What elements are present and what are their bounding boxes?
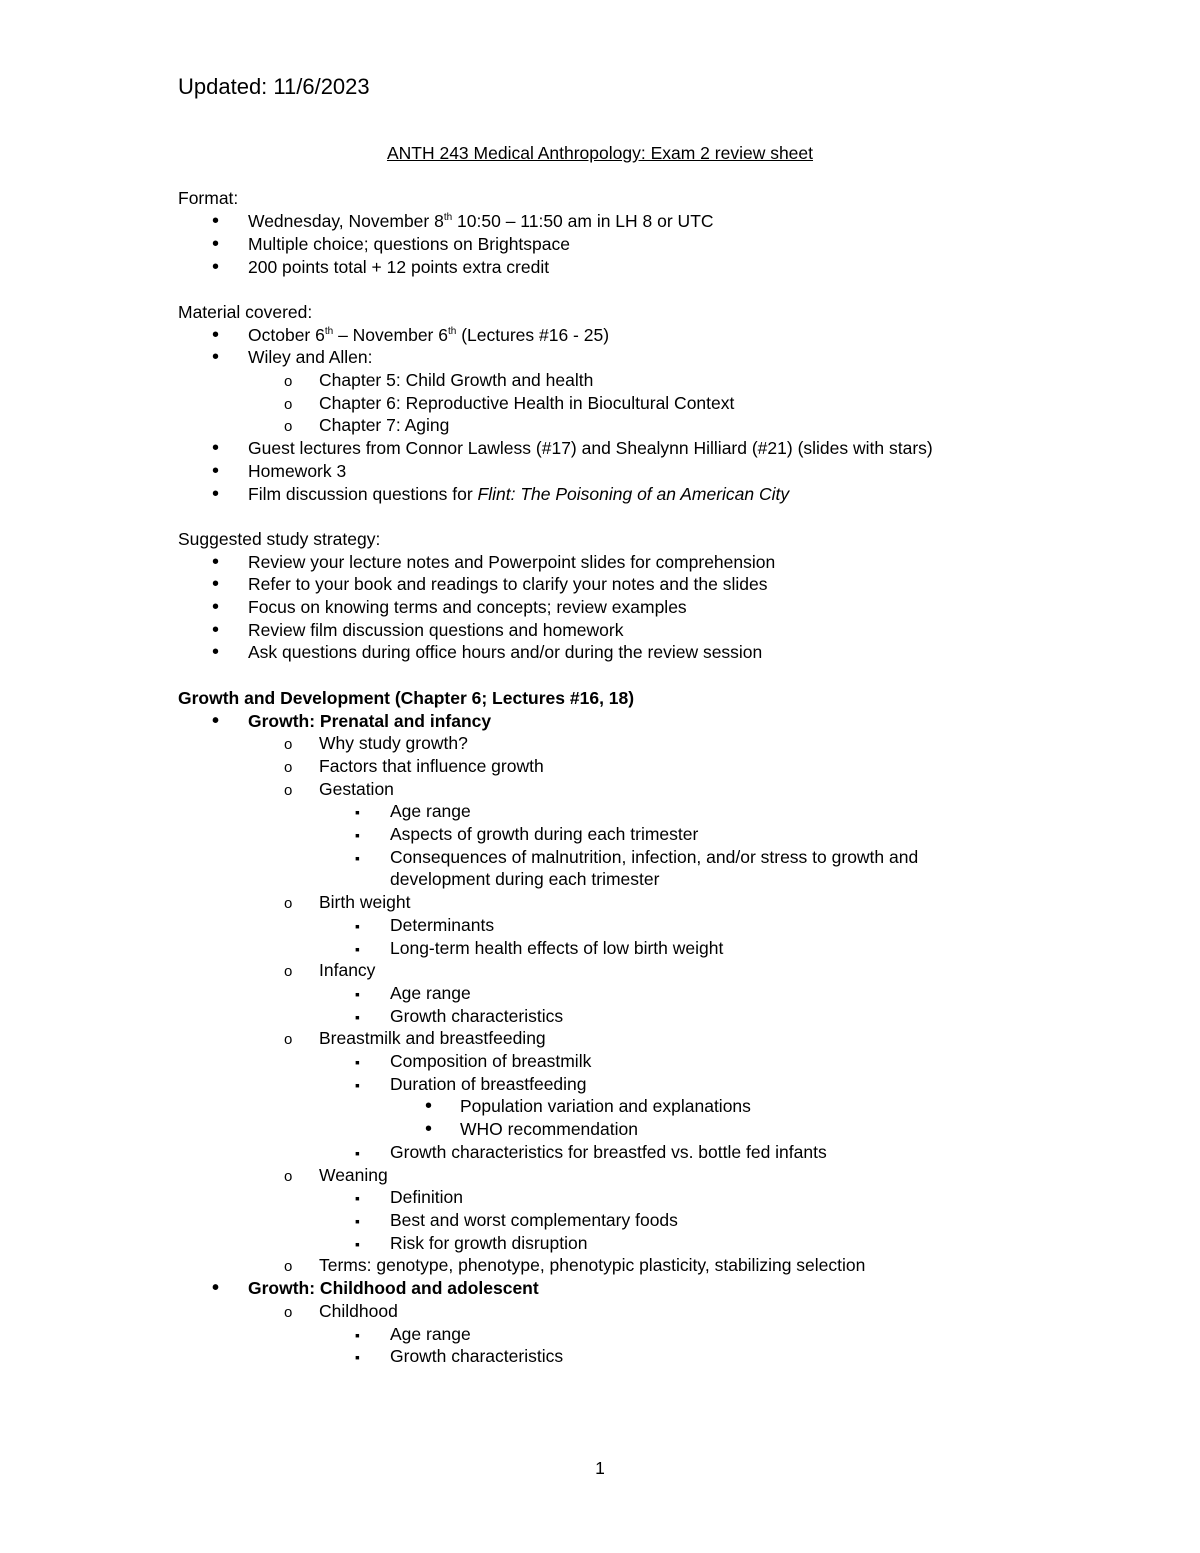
square-bullet-icon xyxy=(355,1323,360,1347)
list-item: ▪ Definition xyxy=(178,1186,1078,1209)
list-item: ▪ Growth characteristics xyxy=(178,1005,1078,1028)
list-item: • Multiple choice; questions on Brightspace xyxy=(178,233,1078,256)
bullet-icon xyxy=(212,619,219,642)
document-body xyxy=(178,142,1078,1368)
square-bullet-icon xyxy=(355,1141,360,1165)
list-item: o Why study growth? xyxy=(178,732,1078,755)
list-item: • Review your lecture notes and Powerpoint slides for comprehension xyxy=(178,551,1078,574)
circle-bullet-icon xyxy=(284,891,292,916)
bullet-icon xyxy=(212,573,219,596)
strategy-heading: Suggested study strategy: xyxy=(178,528,381,549)
list-item: o Gestation xyxy=(178,778,1078,801)
film-title: Flint: The Poisoning of an American City xyxy=(477,483,790,504)
circle-bullet-icon xyxy=(284,1164,292,1189)
square-bullet-icon xyxy=(355,982,360,1006)
bullet-icon xyxy=(212,551,219,574)
list-item: • Growth: Childhood and adolescent xyxy=(178,1277,1078,1300)
list-item: ▪ Age range xyxy=(178,800,1078,823)
list-item: • Ask questions during office hours and/or during the review session xyxy=(178,641,1078,664)
list-item: • Wednesday, November 8th 10:50 – 11:50 am in LH 8 or UTC xyxy=(178,210,1078,233)
bullet-icon xyxy=(212,210,219,233)
growth-list xyxy=(178,710,1078,1368)
list-item: o Weaning xyxy=(178,1164,1078,1187)
list-item: ▪ Growth characteristics xyxy=(178,1345,1078,1368)
list-item: • October 6th – November 6th (Lectures #16 - 25) xyxy=(178,324,1078,347)
list-item: o Breastmilk and breastfeeding xyxy=(178,1027,1078,1050)
list-item: • Homework 3 xyxy=(178,460,1078,483)
list-item: ▪ Aspects of growth during each trimester xyxy=(178,823,1078,846)
bullet-icon xyxy=(212,1277,219,1300)
growth-heading: Growth and Development (Chapter 6; Lectures #16, 18) xyxy=(178,687,635,708)
strategy-list xyxy=(178,551,1078,665)
list-item: • Film discussion questions for Flint: The Poisoning of an American City xyxy=(178,483,1078,506)
list-item: • Focus on knowing terms and concepts; review examples xyxy=(178,596,1078,619)
list-item: ▪ Determinants xyxy=(178,914,1078,937)
bullet-icon xyxy=(212,710,219,733)
bullet-icon xyxy=(212,460,219,483)
square-bullet-icon xyxy=(355,800,360,824)
square-bullet-icon xyxy=(355,1186,360,1210)
format-list xyxy=(178,210,1078,278)
square-bullet-icon xyxy=(355,823,360,847)
list-item: • Growth: Prenatal and infancy xyxy=(178,710,1078,733)
list-item: ▪ Best and worst complementary foods xyxy=(178,1209,1078,1232)
list-item: ▪ Consequences of malnutrition, infection, and/or stress to growth and development during each trimester xyxy=(178,846,1078,891)
square-bullet-icon xyxy=(355,846,360,870)
list-item: o Terms: genotype, phenotype, phenotypic plasticity, stabilizing selection xyxy=(178,1254,1078,1277)
material-heading: Material covered: xyxy=(178,301,313,322)
square-bullet-icon xyxy=(355,1232,360,1256)
list-item: ▪ Age range xyxy=(178,1323,1078,1346)
bullet-icon xyxy=(425,1095,432,1118)
circle-bullet-icon xyxy=(284,778,292,803)
circle-bullet-icon xyxy=(284,1254,292,1279)
circle-bullet-icon xyxy=(284,755,292,780)
list-item: o Chapter 6: Reproductive Health in Biocultural Context xyxy=(178,392,1078,415)
page-number: 1 xyxy=(595,1458,605,1478)
list-item: ▪ Age range xyxy=(178,982,1078,1005)
square-bullet-icon xyxy=(355,1209,360,1233)
list-item: ▪ Duration of breastfeeding xyxy=(178,1073,1078,1096)
bullet-icon xyxy=(212,641,219,664)
circle-bullet-icon xyxy=(284,414,292,439)
bullet-icon xyxy=(425,1118,432,1141)
square-bullet-icon xyxy=(355,914,360,938)
bullet-icon xyxy=(212,596,219,619)
list-item: o Infancy xyxy=(178,959,1078,982)
circle-bullet-icon xyxy=(284,959,292,984)
square-bullet-icon xyxy=(355,1345,360,1369)
bullet-icon xyxy=(212,437,219,460)
list-item: o Chapter 7: Aging xyxy=(178,414,1078,437)
bullet-icon xyxy=(212,256,219,279)
list-item: ▪ Risk for growth disruption xyxy=(178,1232,1078,1255)
list-item: o Factors that influence growth xyxy=(178,755,1078,778)
list-item: • Refer to your book and readings to clarify your notes and the slides xyxy=(178,573,1078,596)
list-item: • Wiley and Allen: xyxy=(178,346,1078,369)
square-bullet-icon xyxy=(355,937,360,961)
square-bullet-icon xyxy=(355,1073,360,1097)
list-item: ▪ Long-term health effects of low birth weight xyxy=(178,937,1078,960)
list-item: • Guest lectures from Connor Lawless (#17) and Shealynn Hilliard (#21) (slides with stars) xyxy=(178,437,1078,460)
circle-bullet-icon xyxy=(284,392,292,417)
circle-bullet-icon xyxy=(284,732,292,757)
material-list xyxy=(178,324,1078,506)
bullet-icon xyxy=(212,233,219,256)
square-bullet-icon xyxy=(355,1005,360,1029)
list-item: • 200 points total + 12 points extra credit xyxy=(178,256,1078,279)
circle-bullet-icon xyxy=(284,369,292,394)
bullet-icon xyxy=(212,324,219,347)
list-item: o Birth weight xyxy=(178,891,1078,914)
list-item: • WHO recommendation xyxy=(178,1118,1078,1141)
bullet-icon xyxy=(212,346,219,369)
updated-date: Updated: 11/6/2023 xyxy=(178,74,370,99)
document-title: ANTH 243 Medical Anthropology: Exam 2 review sheet xyxy=(386,143,814,163)
circle-bullet-icon xyxy=(284,1027,292,1052)
square-bullet-icon xyxy=(355,1050,360,1074)
list-item: o Chapter 5: Child Growth and health xyxy=(178,369,1078,392)
list-item: ▪ Growth characteristics for breastfed vs. bottle fed infants xyxy=(178,1141,1078,1164)
list-item: • Population variation and explanations xyxy=(178,1095,1078,1118)
format-heading: Format: xyxy=(178,188,239,209)
list-item: • Review film discussion questions and homework xyxy=(178,619,1078,642)
bullet-icon xyxy=(212,483,219,506)
circle-bullet-icon xyxy=(284,1300,292,1325)
list-item: ▪ Composition of breastmilk xyxy=(178,1050,1078,1073)
list-item: o Childhood xyxy=(178,1300,1078,1323)
